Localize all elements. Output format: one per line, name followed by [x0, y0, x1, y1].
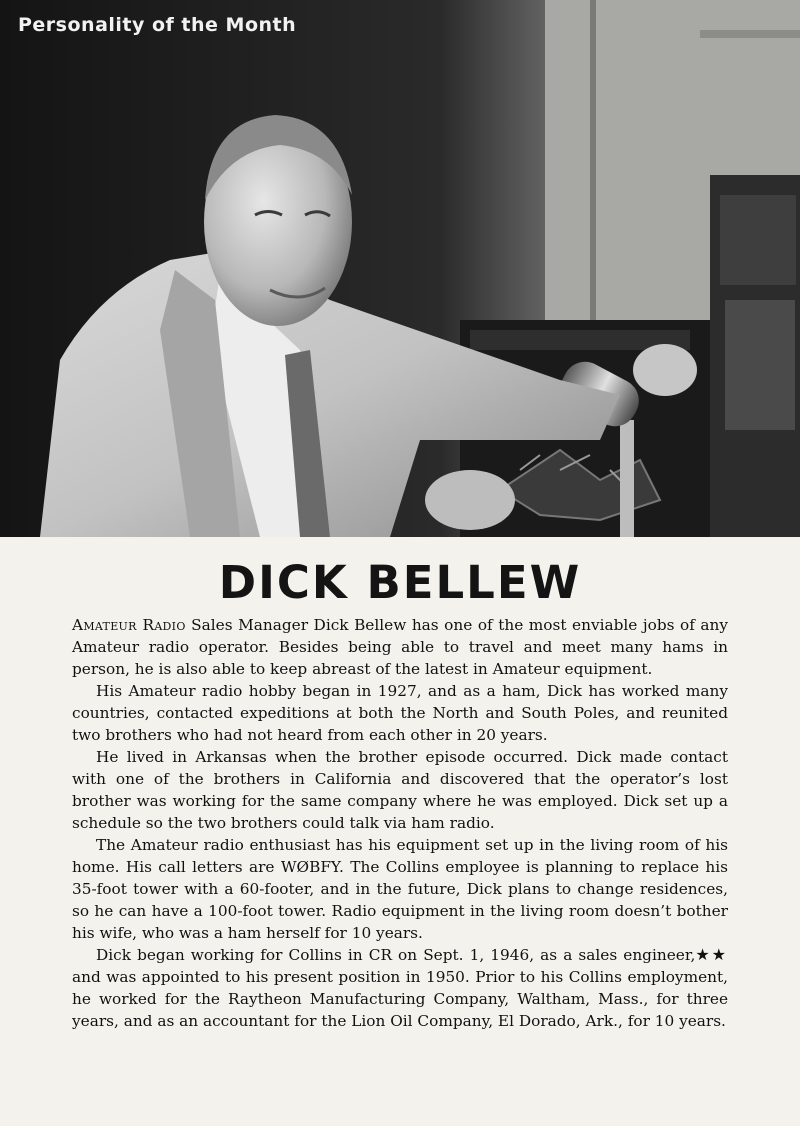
lead-in: Amateur Radio — [72, 616, 186, 634]
article-paragraph-3: He lived in Arkansas when the brother episode occurred. Dick made contact with one of the brothers in California and discovered that the operator’s lost brother was working for the same company where he was employed. Dick set up a schedule so the two brothers could talk via ham radio. — [72, 748, 728, 832]
paragraph-1-text: Sales Manager Dick Bellew has one of the most enviable jobs of any Amateur radio operator. Besides being able to travel and meet many hams in person, he is also able to keep abreast of the latest in Amateur equipment. — [72, 616, 728, 678]
article-title: DICK BELLEW — [218, 556, 582, 609]
article-paragraph-2: His Amateur radio hobby began in 1927, and as a ham, Dick has worked many countries, contacted expeditions at both the North and South Poles, and reunited two brothers who had not heard from each other in 20 years. — [72, 682, 728, 744]
portrait-photo — [0, 0, 800, 537]
paragraph-5-text: Dick began working for Collins in CR on Sept. 1, 1946, as a sales engineer, and was appointed to his present position in 1950. Prior to his Collins employment, he worked for the Raytheon Manufacturing Company, Waltham, Mass., for three years, and as an accountant for the Lion Oil Company, El Dorado, Ark., for 10 years. — [72, 946, 728, 1030]
end-mark: ★★ — [695, 945, 728, 964]
portrait-photo-illustration — [0, 0, 800, 537]
section-label: Personality of the Month — [18, 14, 297, 36]
article-paragraph-4: The Amateur radio enthusiast has his equipment set up in the living room of his home. His call letters are WØBFY. The Collins employee is planning to replace his 35-foot tower with a 60-footer, and in the future, Dick plans to change residences, so he can have a 100-foot tower. Radio equipment in the living room doesn’t bother his wife, who was a ham herself for 10 years. — [72, 836, 728, 942]
article-body — [72, 614, 728, 1032]
article-paragraph-1 — [72, 614, 728, 680]
article-paragraph-5 — [72, 944, 728, 1032]
